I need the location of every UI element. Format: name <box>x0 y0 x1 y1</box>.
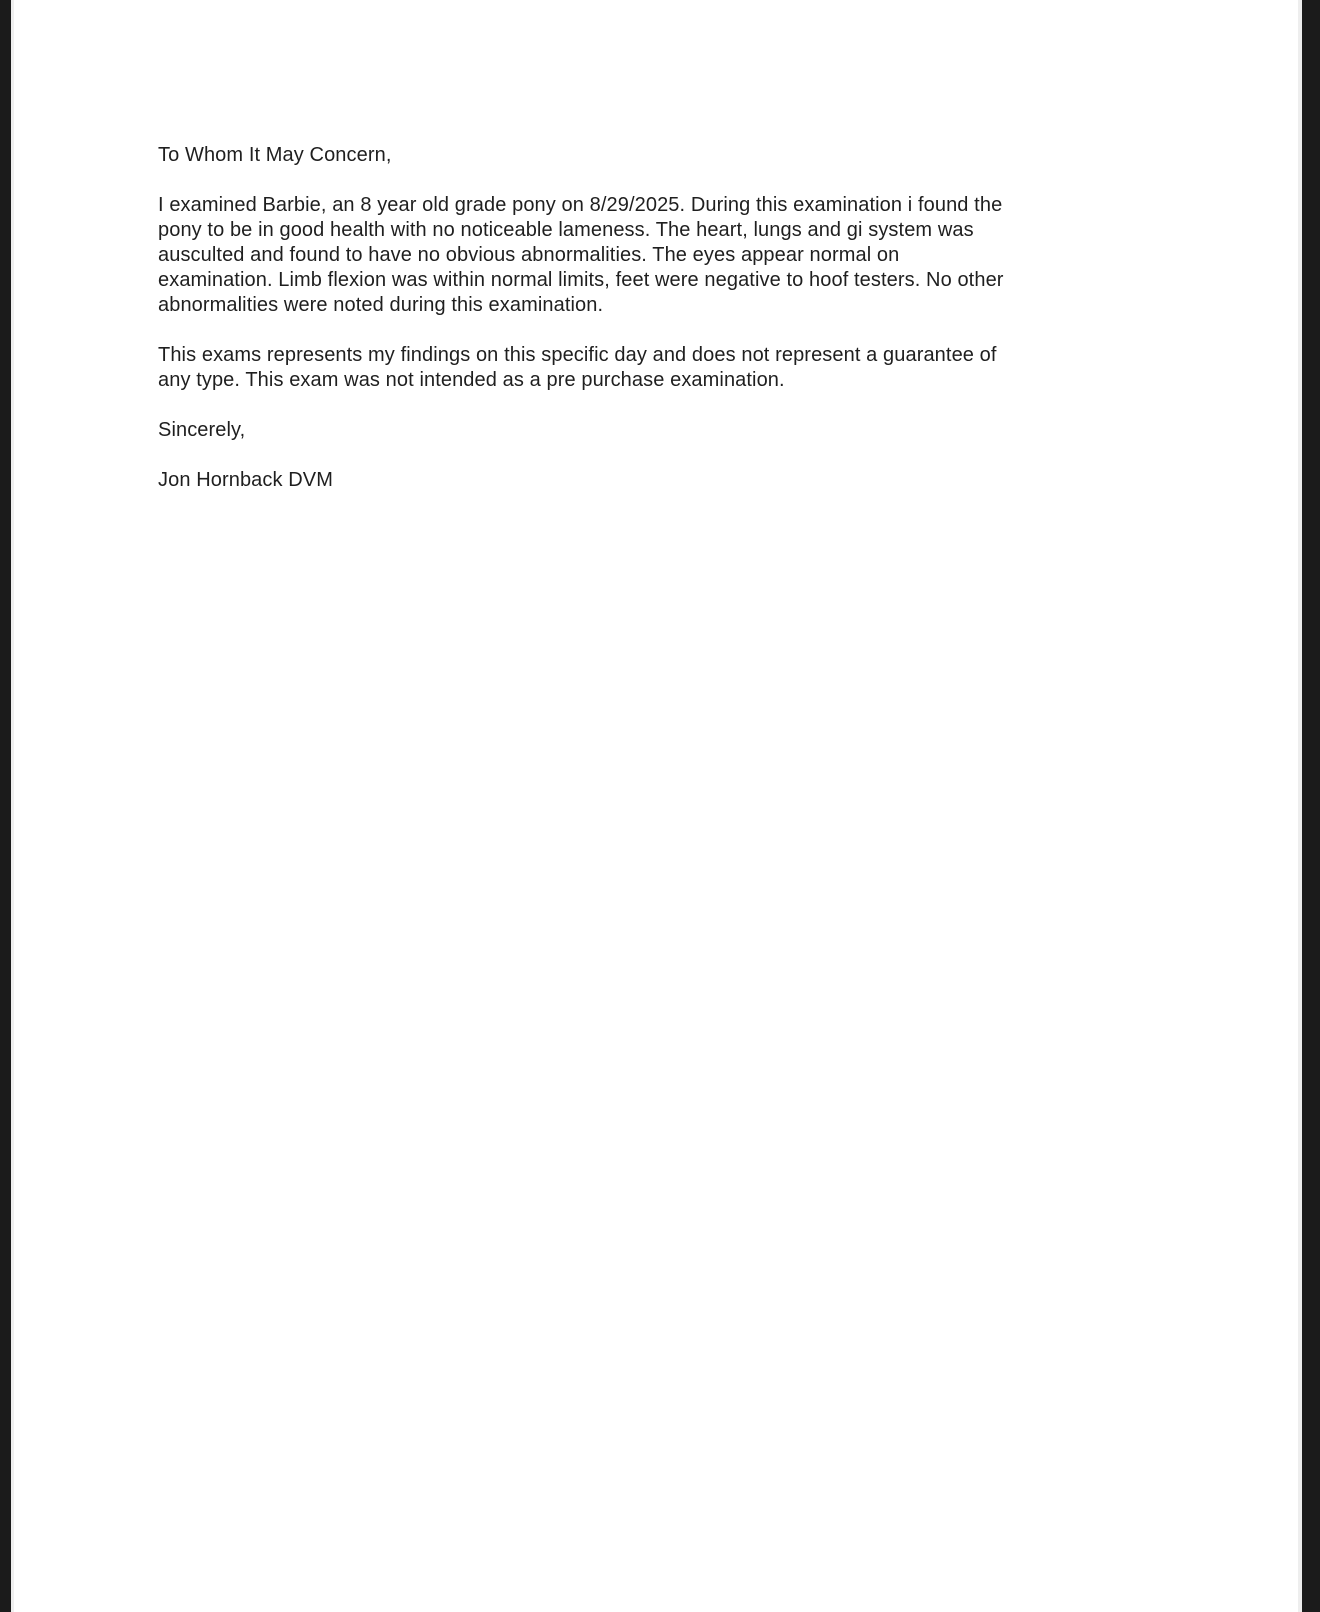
salutation-text: To Whom It May Concern, <box>158 144 392 166</box>
paragraph-exam-findings-line: examination. Limb flexion was within normal limits, feet were negative to hoof testers. No other <box>158 269 1004 291</box>
paragraph-exam-findings-line: pony to be in good health with no noticeable lameness. The heart, lungs and gi system was <box>158 219 974 241</box>
paragraph-exam-findings-line: ausculted and found to have no obvious abnormalities. The eyes appear normal on <box>158 244 900 266</box>
signature-text: Jon Hornback DVM <box>158 469 333 491</box>
letter-page <box>158 143 1168 518</box>
left-edge-bar <box>0 0 14 1612</box>
signature <box>158 468 1168 493</box>
paragraph-exam-findings-line: I examined Barbie, an 8 year old grade pony on 8/29/2025. During this examination i found the <box>158 194 1003 216</box>
paragraph-disclaimer-line: any type. This exam was not intended as a pre purchase examination. <box>158 369 785 391</box>
closing-text: Sincerely, <box>158 419 246 441</box>
paragraph-exam-findings-line: abnormalities were noted during this examination. <box>158 294 604 316</box>
closing <box>158 418 1168 443</box>
right-edge-bar <box>1298 0 1320 1612</box>
paragraph-disclaimer <box>158 343 1168 393</box>
paragraph-exam-findings <box>158 193 1168 318</box>
paragraph-disclaimer-line: This exams represents my findings on this specific day and does not represent a guarantee of <box>158 344 997 366</box>
salutation <box>158 143 1168 168</box>
